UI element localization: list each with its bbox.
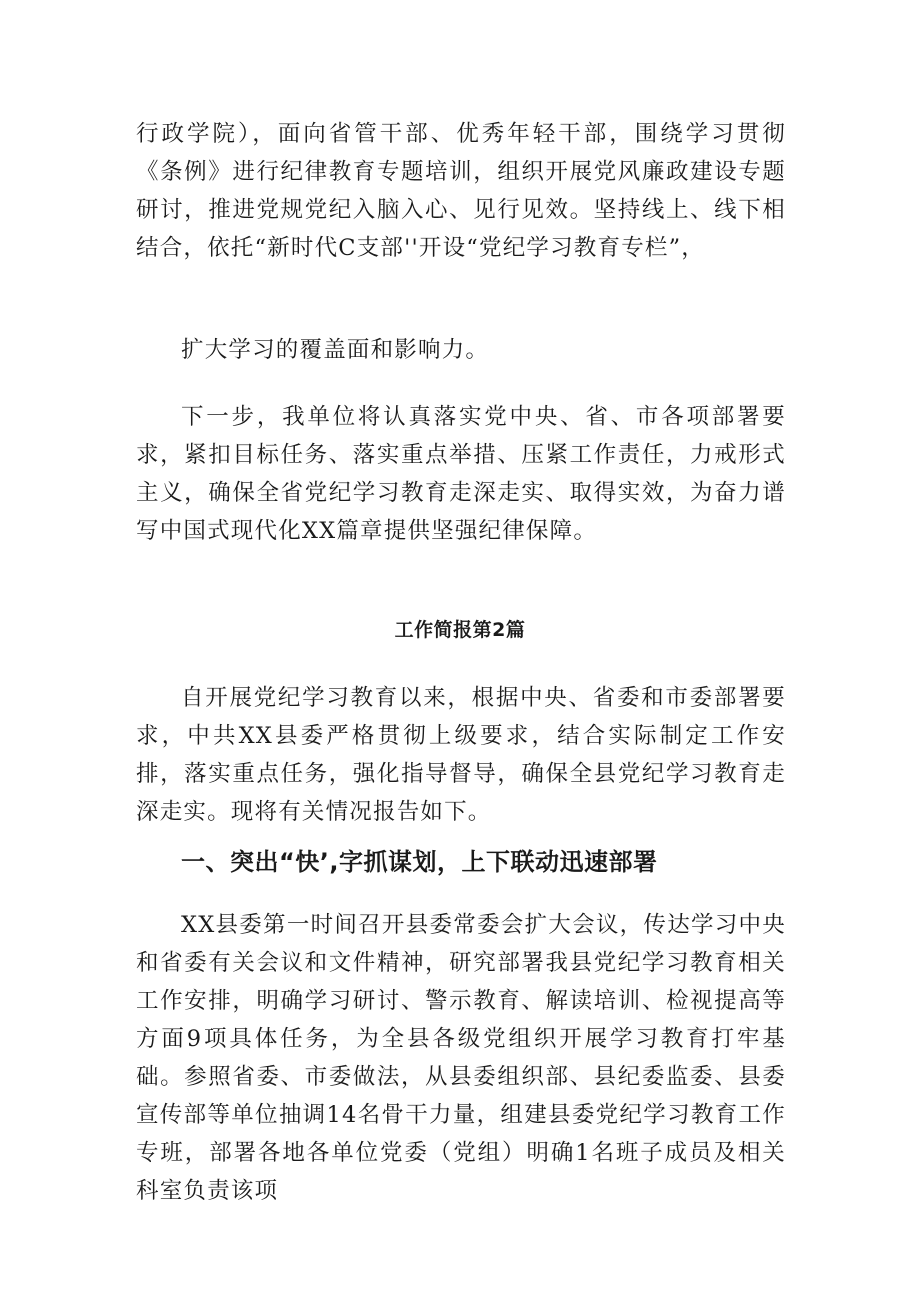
report-subtitle: 工作简报第2篇 [394, 619, 526, 641]
section-heading-one: 一、突出“快’,字抓谋划，上下联动迅速部署 [181, 848, 658, 876]
paragraph-next-step: 下一步，我单位将认真落实党中央、省、市各项部署要求，紧扣目标任务、落实重点举措、压紧工作责任，力戒形式主义，确保全省党纪学习教育走深走实、取得实效，为奋力谱写中国式现代化XX篇章提供坚强纪律保障。 [136, 404, 786, 544]
paragraph-training: 行政学院），面向省管干部、优秀年轻干部，围绕学习贯彻《条例》进行纪律教育专题培训，组织开展党风廉政建设专题研讨，推进党规党纪入脑入心、见行见效。坚持线上、线下相结合，依托“新时代C支部''开设“党纪学习教育专栏”， [136, 121, 786, 261]
paragraph-section-one-body: XX县委第一时间召开县委常委会扩大会议，传达学习中央和省委有关会议和文件精神，研究部署我县党纪学习教育相关工作安排，明确学习研讨、警示教育、解读培训、检视提高等方面9项具体任务，为全县各级党组织开展学习教育打牢基础。参照省委、市委做法，从县委组织部、县纪委监委、县委宣传部等单位抽调14名骨干力量，组建县委党纪学习教育工作专班，部署各地各单位党委（党组）明确1名班子成员及相关科室负责该项 [136, 912, 786, 1204]
paragraph-intro: 自开展党纪学习教育以来，根据中央、省委和市委部署要求，中共XX县委严格贯彻上级要求，结合实际制定工作安排，落实重点任务，强化指导督导，确保全县党纪学习教育走深走实。现将有关情况报告如下。 [136, 685, 786, 825]
paragraph-coverage: 扩大学习的覆盖面和影响力。 [181, 337, 490, 363]
